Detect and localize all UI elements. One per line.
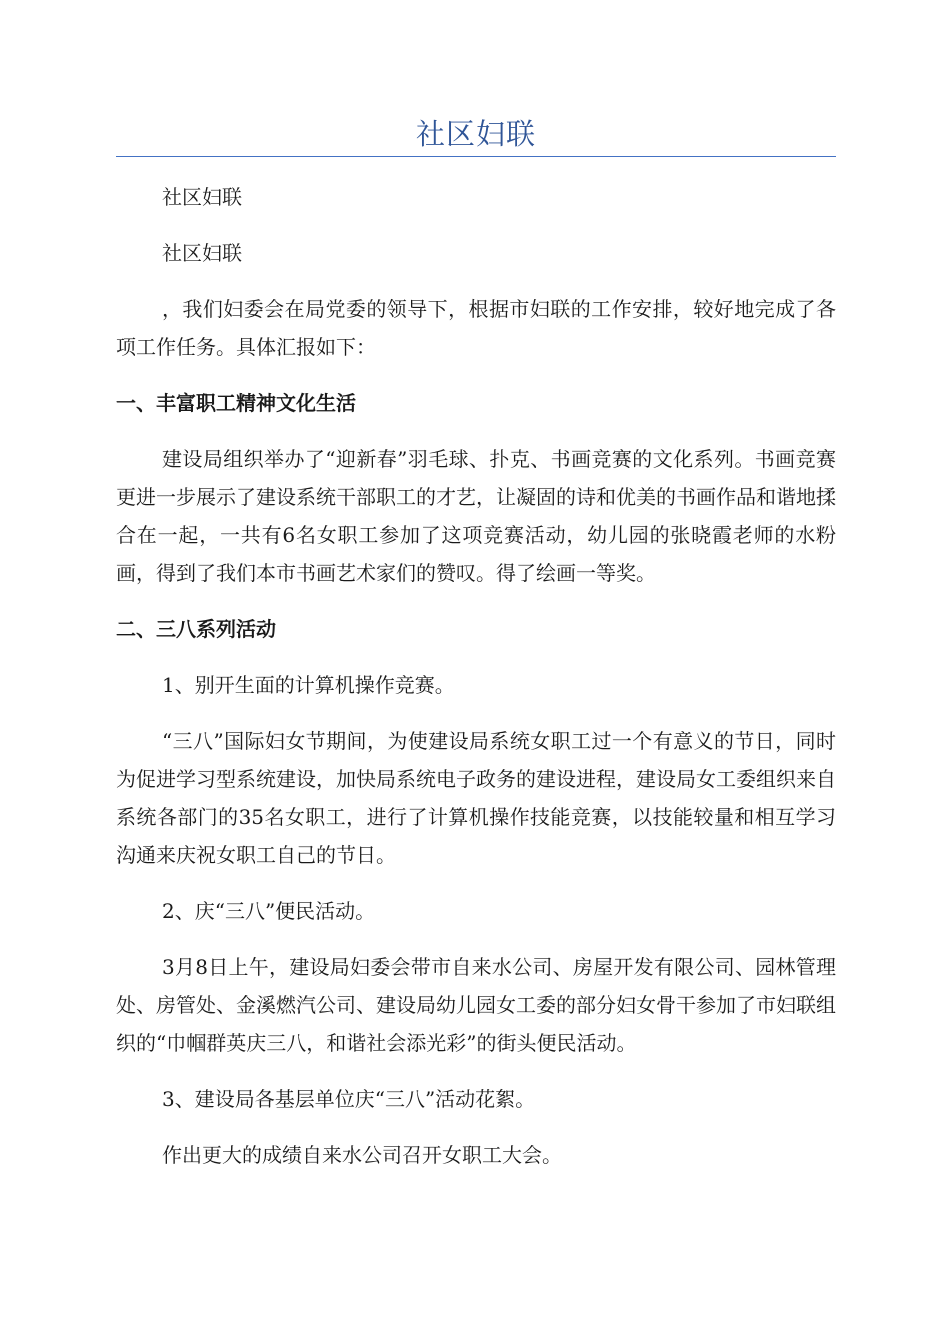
paragraph-computer-contest: “三八”国际妇女节期间，为使建设局系统女职工过一个有意义的节日，同时为促进学习型系统建设，加快局系统电子政务的建设进程，建设局女工委组织来自系统各部门的35名女职工，进行了计算机操作技能竞赛，以技能较量和相互学习沟通来庆祝女职工自己的节日。 (116, 729, 836, 867)
paragraph-1: 社区妇联 (162, 185, 242, 209)
subheading-1: 1、别开生面的计算机操作竞赛。 (162, 673, 455, 697)
section-heading-2: 二、三八系列活动 (116, 617, 276, 641)
paragraph-meeting: 作出更大的成绩自来水公司召开女职工大会。 (162, 1143, 562, 1167)
paragraph-service-activity: 3月8日上午，建设局妇委会带市自来水公司、房屋开发有限公司、园林管理处、房管处、金溪燃汽公司、建设局幼儿园女工委的部分妇女骨干参加了市妇联组织的“巾帼群英庆三八，和谐社会添光彩”的街头便民活动。 (116, 955, 836, 1055)
paragraph-intro: ，我们妇委会在局党委的领导下，根据市妇联的工作安排，较好地完成了各项工作任务。具体汇报如下： (116, 297, 836, 359)
subheading-2: 2、庆“三八”便民活动。 (162, 899, 376, 923)
section-heading-1: 一、丰富职工精神文化生活 (116, 391, 356, 415)
document-page (116, 0, 836, 1192)
paragraph-2: 社区妇联 (162, 241, 242, 265)
document-title: 社区妇联 (415, 117, 536, 151)
document-body (116, 178, 836, 1174)
paragraph-culture: 建设局组织举办了“迎新春”羽毛球、扑克、书画竞赛的文化系列。书画竞赛更进一步展示了建设系统干部职工的才艺，让凝固的诗和优美的书画作品和谐地揉合在一起，一共有6名女职工参加了这项竞赛活动，幼儿园的张晓霞老师的水粉画，得到了我们本市书画艺术家们的赞叹。得了绘画一等奖。 (116, 447, 836, 585)
subheading-3: 3、建设局各基层单位庆“三八”活动花絮。 (162, 1087, 536, 1111)
title-underline (116, 156, 836, 157)
